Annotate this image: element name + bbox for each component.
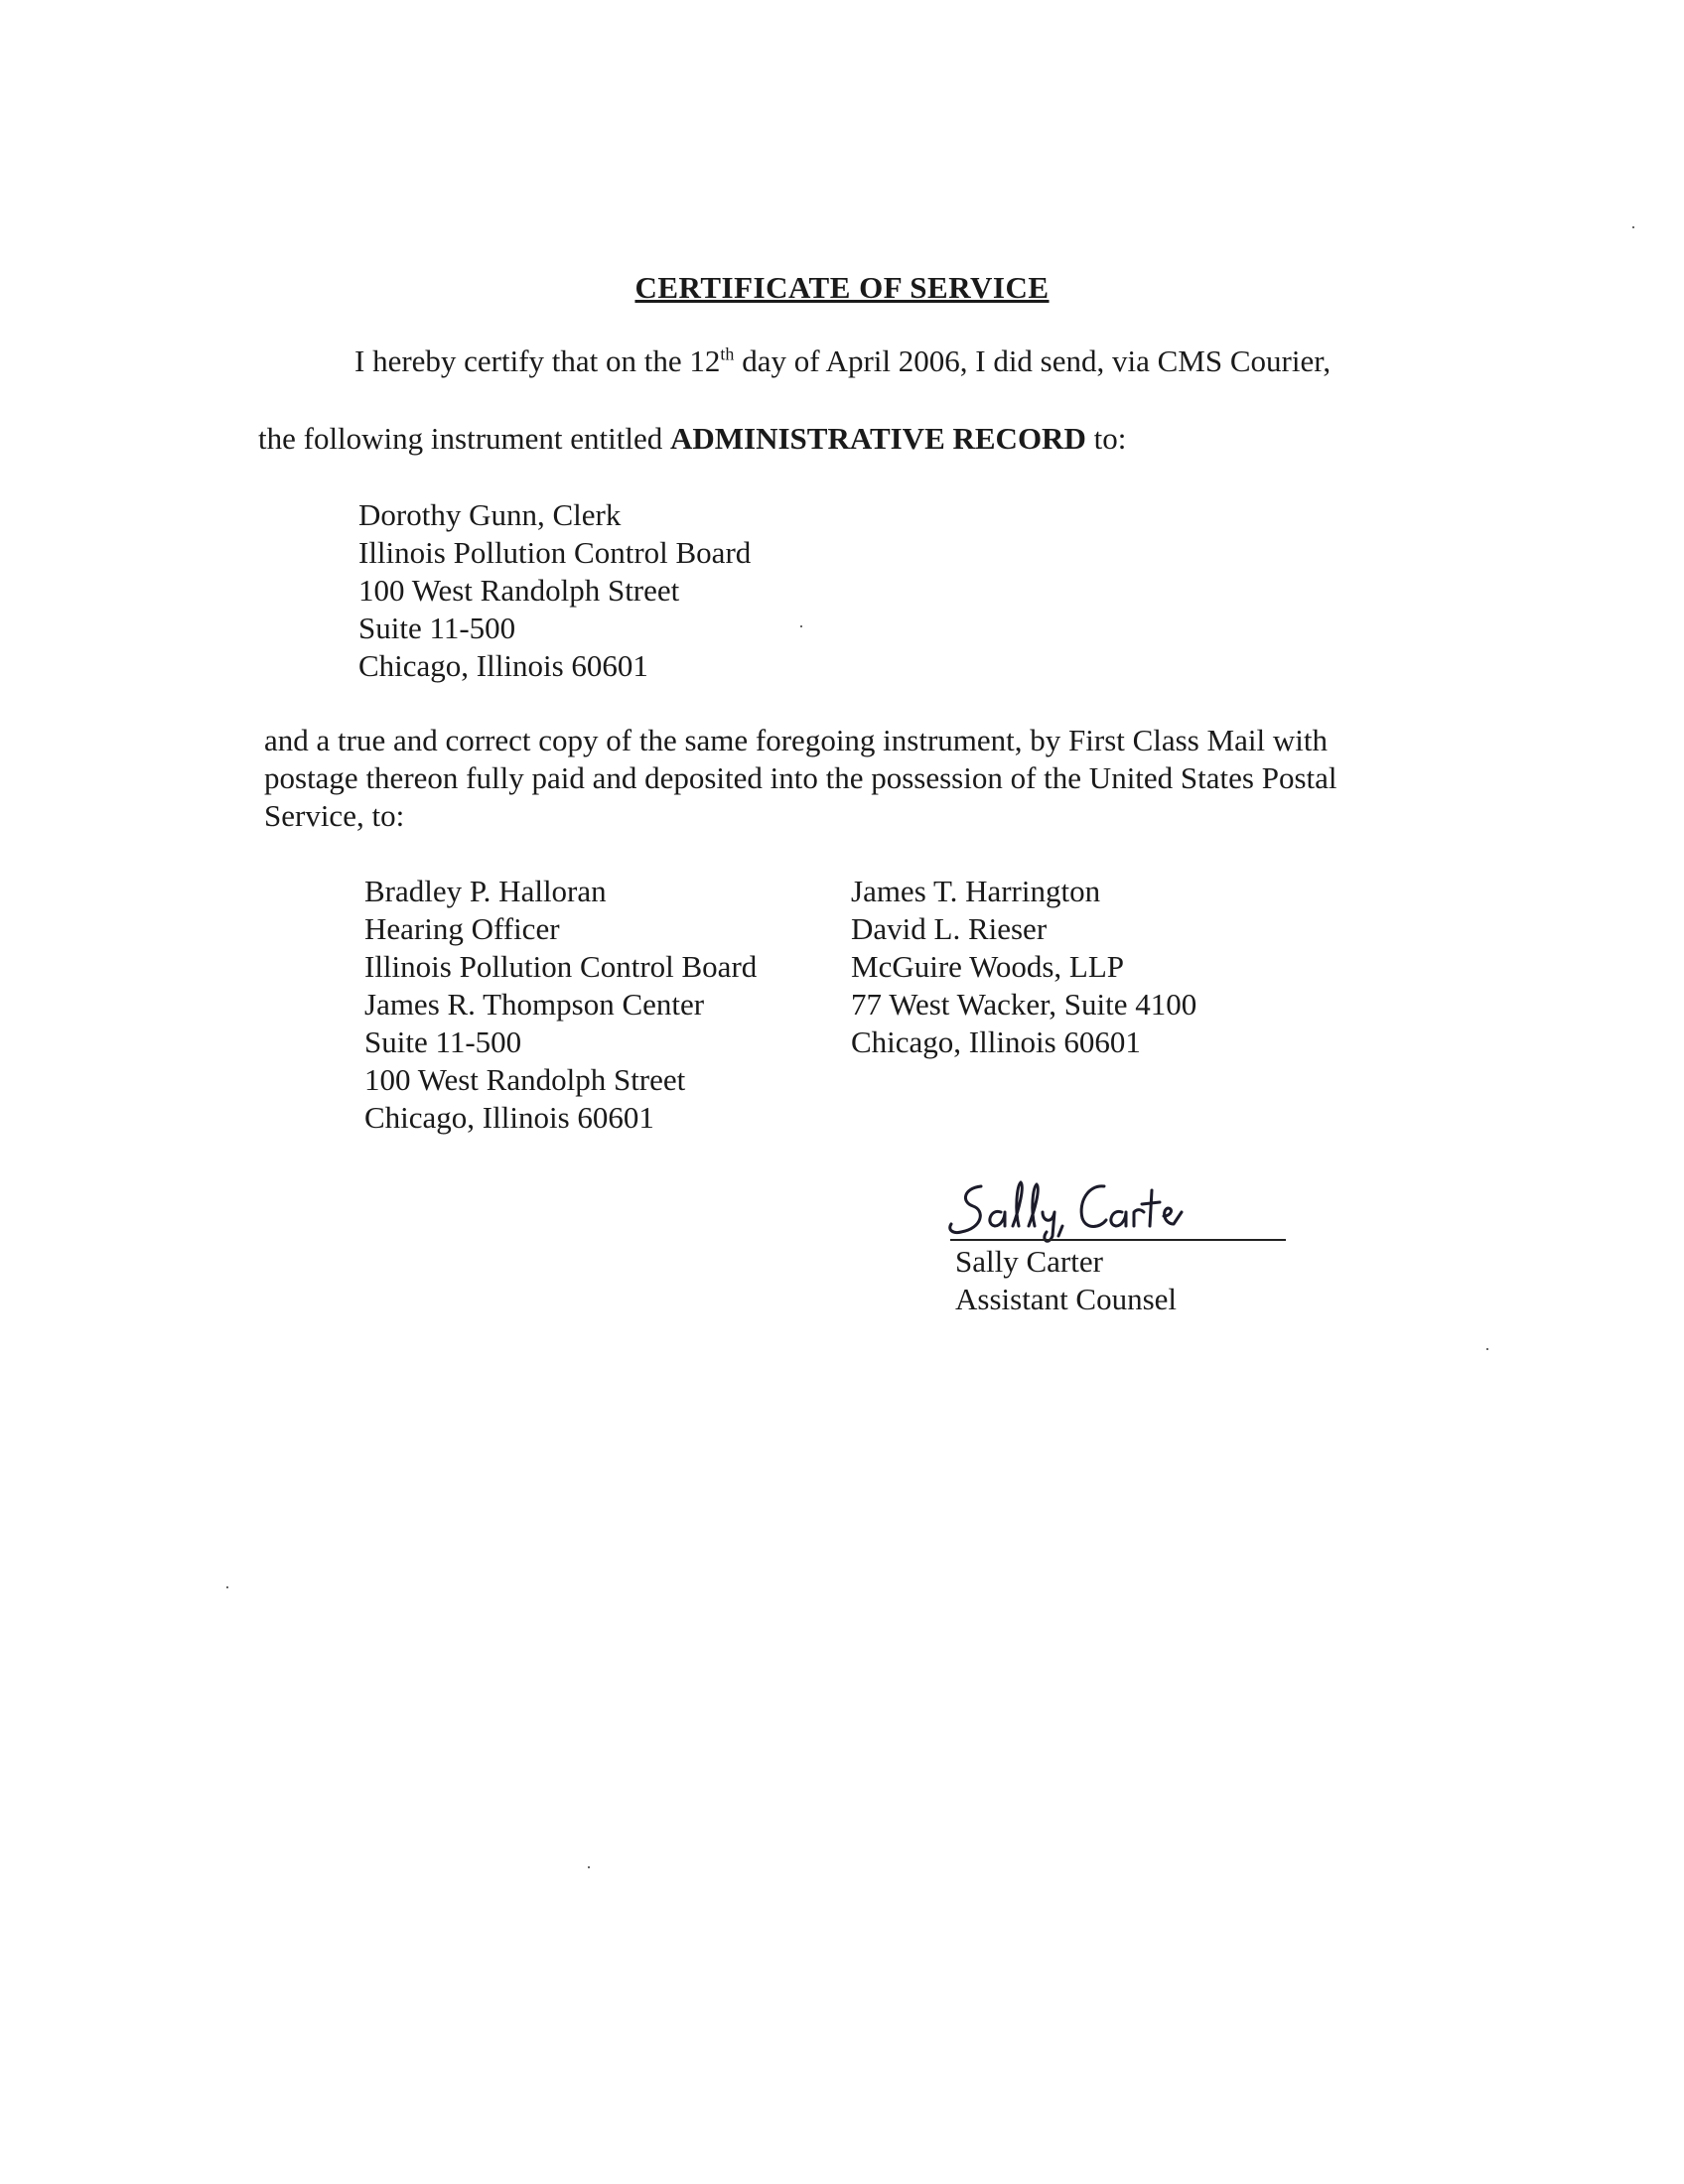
instrument-title: ADMINISTRATIVE RECORD [670,421,1086,456]
address-line: McGuire Woods, LLP [851,949,1125,984]
address-line: David L. Rieser [851,911,1048,946]
address-line: 100 West Randolph Street [358,573,680,608]
address-line: Dorothy Gunn, Clerk [358,497,622,532]
address-line: James T. Harrington [851,874,1101,908]
scan-speck [1486,1348,1488,1350]
date-ordinal-suffix: th [720,343,735,364]
mail-service-paragraph: and a true and correct copy of the same foregoing instrument, by First Class Mail with postage thereon fully paid and deposited into the possession of the United States Postal Service, to: [264,723,1337,833]
scan-speck [226,1586,228,1588]
counsel-address-block [851,873,1196,1061]
scan-speck [588,1866,590,1868]
signer-block [955,1243,1177,1318]
address-line: 77 West Wacker, Suite 4100 [851,987,1197,1022]
address-line: Bradley P. Halloran [364,874,607,908]
address-line: Suite 11-500 [364,1024,522,1059]
document-title: CERTIFICATE OF SERVICE [634,270,1050,305]
certification-line [354,343,1331,379]
address-line: Chicago, Illinois 60601 [851,1024,1141,1059]
address-line: 100 West Randolph Street [364,1062,686,1097]
hearing-officer-address-block [364,873,757,1137]
handwritten-signature [943,1166,1301,1246]
address-line: James R. Thompson Center [364,987,705,1022]
clerk-address-block [358,496,751,685]
address-line: Chicago, Illinois 60601 [358,648,648,683]
certification-text-end: day of April 2006, I did send, via CMS Courier, [734,343,1332,378]
address-line: Suite 11-500 [358,611,516,645]
address-line: Hearing Officer [364,911,560,946]
scan-speck [1632,226,1634,228]
instrument-text-start: the following instrument entitled [258,421,670,456]
address-line: Illinois Pollution Control Board [364,949,758,984]
signer-title: Assistant Counsel [955,1282,1178,1316]
address-line: Chicago, Illinois 60601 [364,1100,654,1135]
certification-text-start: I hereby certify that on the 12 [354,343,721,378]
signer-name: Sally Carter [955,1244,1103,1279]
instrument-text-end: to: [1085,421,1127,456]
address-line: Illinois Pollution Control Board [358,535,752,570]
scan-speck [800,625,802,627]
instrument-line [258,421,1126,457]
signature-line [950,1239,1286,1241]
